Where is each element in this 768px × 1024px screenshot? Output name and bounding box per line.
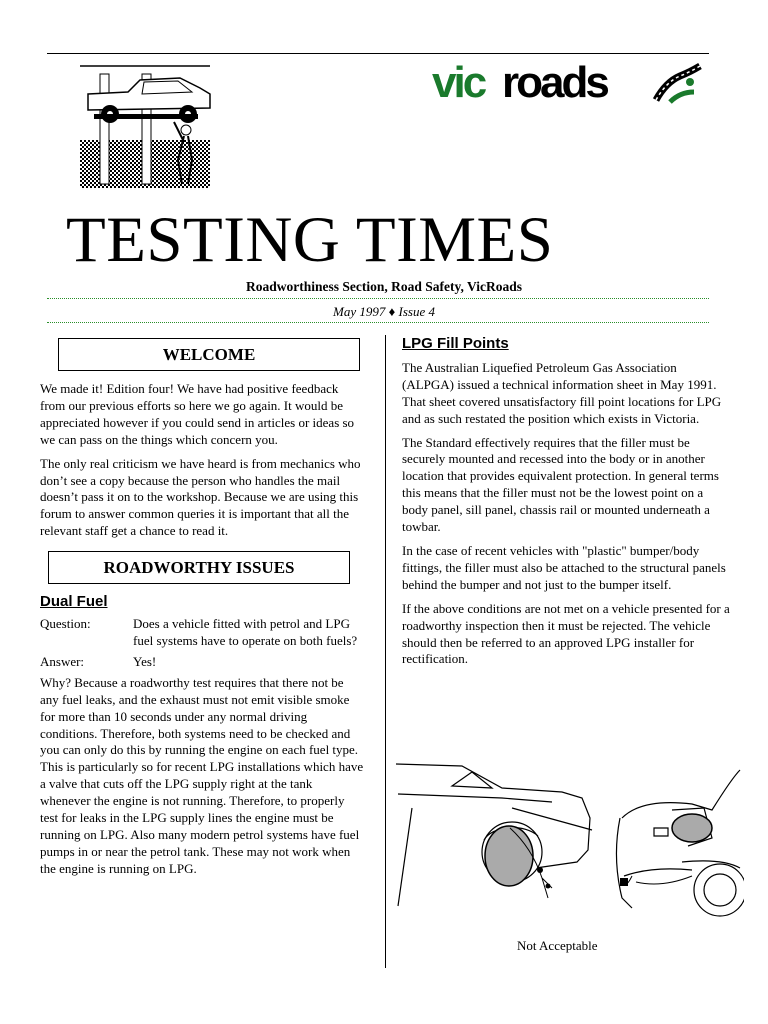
dotted-rule-top	[47, 298, 709, 299]
lpg-fill-point-illustration	[392, 758, 744, 930]
lpg-tank-shape	[485, 826, 533, 886]
question-label: Question:	[40, 616, 91, 632]
top-rule	[47, 53, 709, 54]
answer-label: Answer:	[40, 653, 85, 669]
lpg-paragraph-1: The Australian Liquefied Petroleum Gas Association (ALPGA) issued a technical information sheet in May 1991. That sheet covered unsatisfactory fill point locations for LPG and as such restated the position which exists in Victoria.	[402, 359, 722, 426]
answer-row	[40, 654, 364, 671]
welcome-paragraph-1: We made it! Edition four! We have had positive feedback from our previous efforts so here we go again. It would be appreciated however if you could send in articles or ideas so we can pass on the things which concern you.	[40, 381, 355, 447]
lpg-filler-shape	[672, 814, 712, 842]
issue-line: May 1997 ♦ Issue 4	[333, 304, 435, 319]
dual-fuel-body: Why? Because a roadworthy test requires that there not be any fuel leaks, and the exhaust must not emit visible smoke for more than 10 seconds under any normal driving conditions. Therefore, both systems need to be checked and you can only do this by running the engine on each fuel type. This is particularly so for recent LPG installations which have a valve that cuts off the LPG supply right at the tank whenever the engine is not running. Therefore, to properly test for leaks in the LPG supply lines the engine must be running on LPG. Also many modern petrol systems have fuel pumps in or near the petrol tank. These may not work when the engine is running on LPG.	[40, 674, 364, 876]
subtitle: Roadworthiness Section, Road Safety, VicRoads	[245, 279, 523, 294]
logo-roads-text: roads	[502, 58, 607, 107]
right-column	[402, 336, 730, 675]
question-row	[40, 616, 364, 650]
logo-road-icon	[650, 62, 704, 104]
lpg-paragraph-4: If the above conditions are not met on a vehicle presented for a roadworthy inspection then it must be rejected. The vehicle should then be referred to an approved LPG installer for rectification.	[402, 600, 730, 667]
lpg-paragraph-2: The Standard effectively requires that the filler must be securely mounted and recessed into the body or in another location that provides equivalent protection. In general terms this means that the filler must not be the lowest point on a body panel, sill panel, chassis rail or mounted underneath a towbar.	[402, 434, 719, 535]
roadworthy-heading: ROADWORTHY ISSUES	[48, 551, 350, 584]
masthead-title: TESTING TIMES	[66, 204, 554, 276]
dual-fuel-heading: Dual Fuel	[40, 593, 108, 611]
welcome-paragraph-2: The only real criticism we have heard is from mechanics who don’t see a copy because the person who handles the mail doesn’t pass it on to the workshop. Because we are using this forum to answer common queries it is important that all the relevant staff get a chance to read it.	[40, 455, 361, 539]
car-rear-view	[616, 770, 744, 916]
lpg-paragraph-3: In the case of recent vehicles with "plastic" bumper/body fittings, the filler must also be attached to the structural panels behind the bumper and not just to the bumper itself.	[402, 542, 726, 592]
dotted-rule-bottom	[47, 322, 709, 323]
lpg-heading: LPG Fill Points	[402, 335, 509, 352]
illustration-caption: Not Acceptable	[517, 938, 598, 953]
vicroads-logo	[428, 60, 708, 106]
logo-vic-text: vic	[432, 58, 485, 107]
left-column	[40, 338, 364, 885]
answer-text: Yes!	[133, 653, 157, 669]
column-divider	[385, 335, 386, 968]
car-hoist-illustration	[80, 64, 212, 188]
welcome-heading: WELCOME	[58, 338, 360, 371]
question-text: Does a vehicle fitted with petrol and LPG fuel systems have to operate on both fuels?	[133, 616, 358, 648]
